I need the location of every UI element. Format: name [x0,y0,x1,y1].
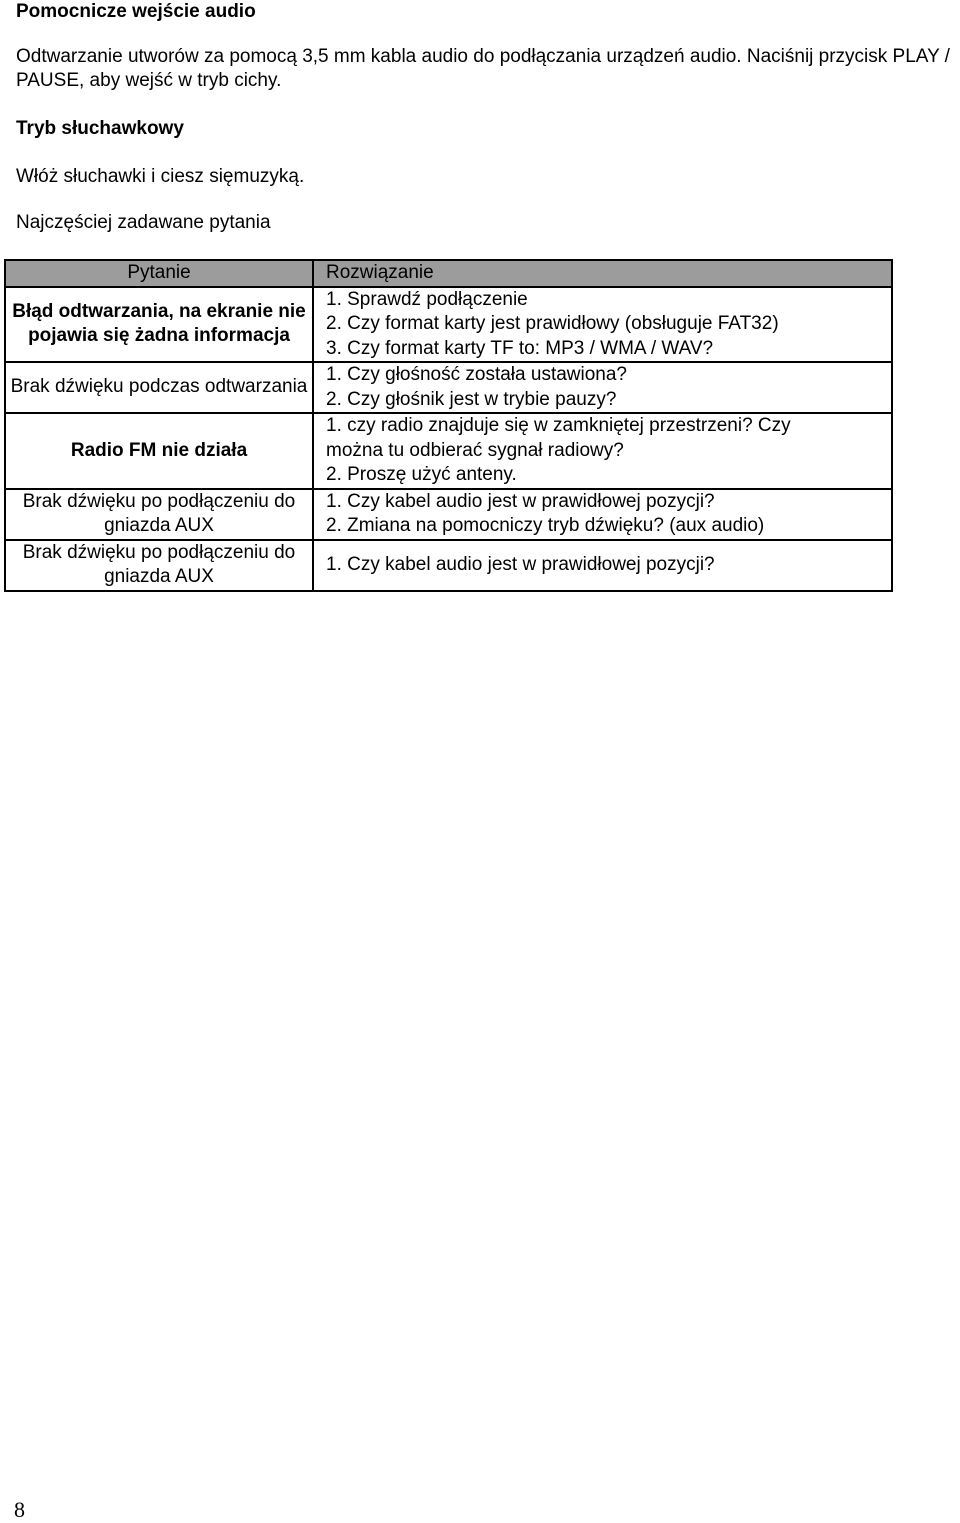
answer-line: 1. Czy głośność została ustawiona? [326,364,627,385]
answer-line: 2. Proszę użyć anteny. [326,464,517,485]
question-text: Brak dźwięku po podłączeniu do gniazda AUX [22,490,296,536]
answer-cell [313,362,892,413]
headphone-description: Włóż słuchawki i ciesz sięmuzyką. [16,166,305,187]
faq-heading: Najczęściej zadawane pytania [16,212,271,233]
table-row [5,489,892,540]
answer-line: można tu odbierać sygnał radiowy? [326,439,624,461]
header-question: Pytanie [5,260,313,287]
page-number: 8 [14,1497,25,1522]
question-cell [5,489,313,540]
question-text: Brak dźwięku po podłączeniu do gniazda AUX [22,541,296,587]
aux-heading: Pomocnicze wejście audio [16,1,256,22]
question-cell [5,362,313,413]
answer-line: 1. Sprawdź podłączenie [326,288,528,310]
table-row [5,287,892,363]
question-text: Błąd odtwarzania, na ekranie nie pojawia się żadna informacja [12,300,306,347]
table-row [5,413,892,489]
question-text: Brak dźwięku podczas odtwarzania [10,376,308,398]
answer-cell [313,540,892,591]
faq-table [4,259,893,592]
answer-cell [313,287,892,363]
question-cell [5,540,313,591]
answer-line: 2. Czy format karty jest prawidłowy (obsługuje FAT32) [326,313,779,334]
answer-line: 2. Czy głośnik jest w trybie pauzy? [326,388,617,410]
answer-line: 3. Czy format karty TF to: MP3 / WMA / WAV? [326,337,714,359]
answer-cell [313,413,892,489]
answer-line: 1. czy radio znajduje się w zamkniętej przestrzeni? Czy [326,415,791,436]
answer-line: 2. Zmiana na pomocniczy tryb dźwięku? (aux audio) [326,515,765,536]
headphone-heading: Tryb słuchawkowy [16,118,184,139]
answer-line: 1. Czy kabel audio jest w prawidłowej pozycji? [326,553,715,575]
answer-cell [313,489,892,540]
question-cell [5,413,313,489]
table-row [5,540,892,591]
header-solution: Rozwiązanie [313,260,892,287]
table-header-row [5,260,892,287]
question-cell [5,287,313,363]
table-row [5,362,892,413]
aux-description: Odtwarzanie utworów za pomocą 3,5 mm kabla audio do podłączania urządzeń audio. Naciśnij przycisk PLAY / PAUSE, aby wejść w tryb cichy. [16,46,950,91]
question-text: Radio FM nie działa [70,439,248,461]
answer-line: 1. Czy kabel audio jest w prawidłowej pozycji? [326,490,715,512]
